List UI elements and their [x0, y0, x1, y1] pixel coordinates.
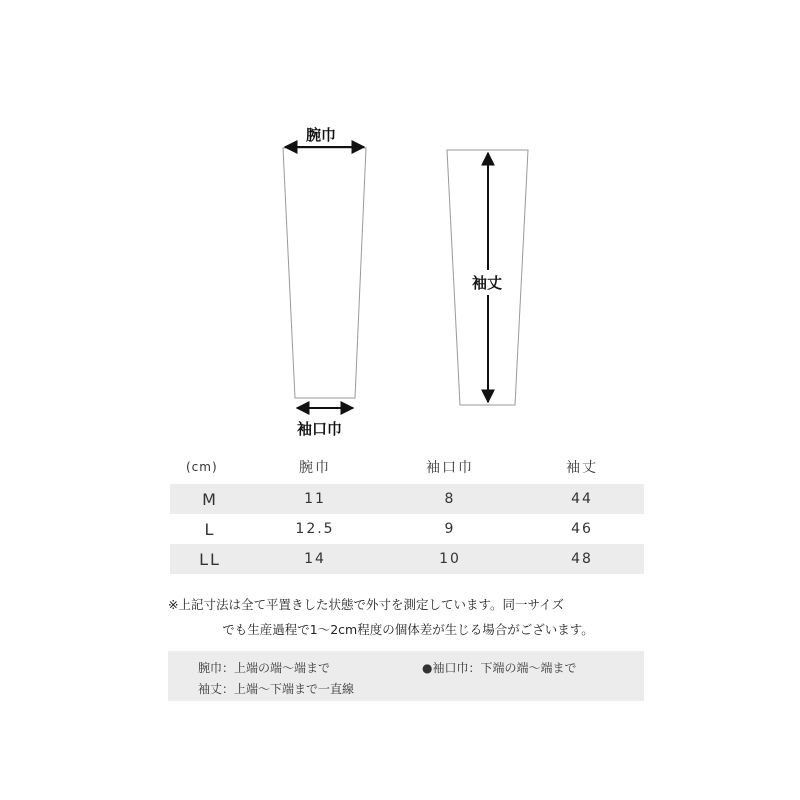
sleeve-front-outline	[283, 148, 366, 398]
header-cuff-width: 袖口巾	[426, 460, 474, 476]
header-arm-width: 腕巾	[299, 460, 331, 476]
table-row	[170, 484, 644, 514]
legend-sleeve-length: 袖丈：上端〜下端まで一直線	[198, 682, 355, 696]
unit-label: (cm)	[186, 460, 218, 474]
sleeve-length-label: 袖丈	[472, 270, 502, 295]
table-cell: 11	[250, 484, 380, 514]
table-row	[170, 544, 644, 574]
arm-width-label: 腕巾	[306, 126, 337, 144]
table-cell: 8	[380, 484, 520, 514]
measurement-legend	[168, 651, 644, 701]
cuff-width-label: 袖口巾	[297, 420, 343, 438]
size-name: LL	[170, 544, 250, 574]
note-line-2: でも生産過程で1〜2cm程度の個体差が生じる場合がございます。	[222, 622, 594, 637]
note-line-1: ※上記寸法は全て平置きした状態で外寸を測定しています。同一サイズ	[168, 597, 564, 612]
table-cell: 14	[250, 544, 380, 574]
legend-cuff-width: ●袖口巾：下端の端〜端まで	[422, 661, 577, 675]
size-table	[170, 450, 644, 574]
table-row	[170, 514, 644, 544]
measurement-note	[168, 592, 648, 642]
table-cell: 48	[520, 544, 644, 574]
table-cell: 12.5	[295, 521, 335, 537]
table-cell: 46	[571, 521, 593, 537]
header-sleeve-length: 袖丈	[566, 460, 598, 476]
size-name: L	[204, 519, 216, 539]
table-cell: 44	[520, 484, 644, 514]
table-cell: 10	[380, 544, 520, 574]
size-name: M	[170, 484, 250, 514]
legend-arm-width: 腕巾：上端の端〜端まで	[198, 661, 331, 675]
table-header-row	[170, 450, 644, 484]
table-cell: 9	[444, 521, 456, 537]
